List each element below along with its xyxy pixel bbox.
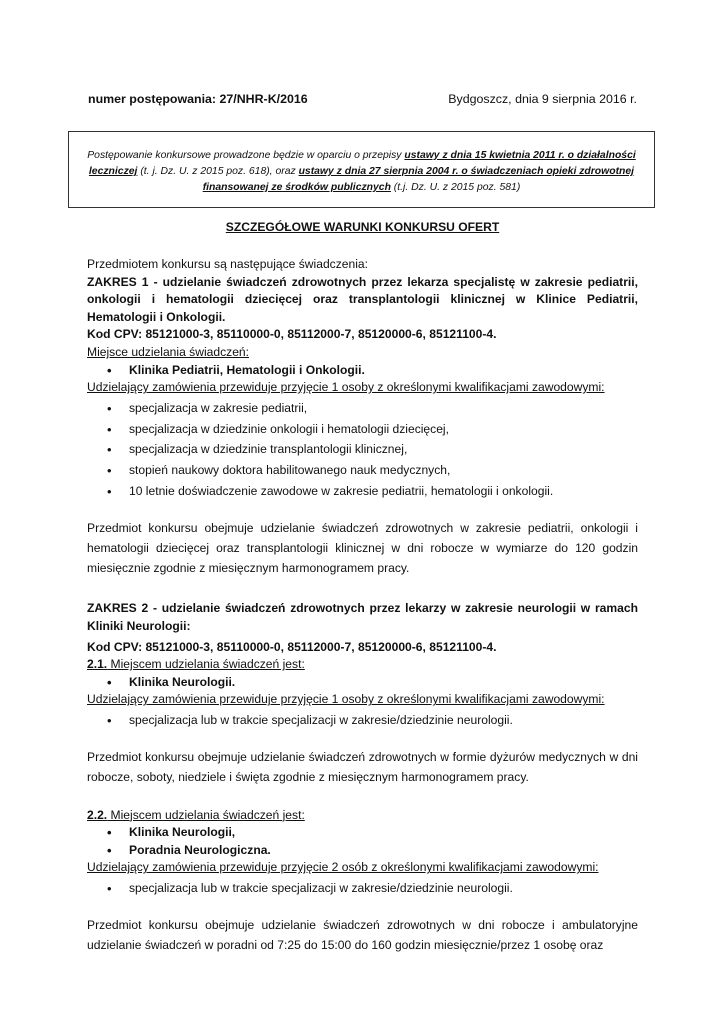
section-2-1-qual-list	[87, 712, 638, 730]
document-title: SZCZEGÓŁOWE WARUNKI KONKURSU OFERT	[225, 220, 500, 234]
zakres-1-qual-list	[87, 400, 638, 501]
zakres-1-heading: ZAKRES 1 - udzielanie świadczeń zdrowotnych przez lekarza specjalistę w zakresie pediatrii, onkologii i hematologii dziecięcej oraz transplantologii klinicznej w Klinice Pediatrii, Hematologii i Onkologii.	[87, 274, 638, 324]
section-2-2-place-list	[87, 824, 638, 859]
list-item: • specjalizacja w zakresie pediatrii,	[87, 400, 638, 418]
list-item: • stopień naukowy doktora habilitowanego nauk medycznych,	[87, 462, 638, 480]
section-number: 2.2.	[87, 807, 108, 822]
list-item: • Klinika Pediatrii, Hematologii i Onkologii.	[87, 362, 638, 380]
section-number: 2.1.	[87, 657, 108, 672]
case-number: numer postępowania: 27/NHR-K/2016	[88, 92, 308, 106]
list-item: • specjalizacja lub w trakcie specjalizacji w zakresie/dziedzinie neurologii.	[87, 712, 638, 730]
zakres-1-scope: Przedmiot konkursu obejmuje udzielanie świadczeń zdrowotnych w zakresie pediatrii, onkologii i hematologii dziecięcej oraz transplantologii klinicznej w dni robocze w wymiarze do 120 godzin miesięcznie zgodnie z miesięcznym harmonogramem pracy.	[87, 521, 638, 576]
list-item: • Klinika Neurologii.	[87, 674, 638, 692]
list-item: • 10 letnie doświadczenie zawodowe w zakresie pediatrii, hematologii i onkologii.	[87, 483, 638, 501]
zakres-2-cpv: Kod CPV: 85121000-3, 85110000-0, 85112000-7, 85120000-6, 85121100-4.	[87, 639, 497, 654]
list-item: • Klinika Neurologii,	[87, 824, 638, 842]
intro-text: Przedmiotem konkursu są następujące świadczenia:	[87, 257, 368, 271]
section-2-1-qual-label: Udzielający zamówienia przewiduje przyjęcie 1 osoby z określonymi kwalifikacjami zawodowymi:	[87, 692, 605, 707]
section-2-1-place-list	[87, 674, 638, 692]
list-item: • specjalizacja w dziedzinie transplantologii klinicznej,	[87, 441, 638, 459]
section-2-2-scope: Przedmiot konkursu obejmuje udzielanie świadczeń zdrowotnych w dni robocze i ambulatoryjne udzielanie świadczeń w poradni od 7:25 do 15:00 do 160 godzin miesięcznie/przez 1 osobę oraz	[87, 917, 638, 952]
section-2-2-label	[87, 807, 638, 825]
note-text-3: (t.j. Dz. U. z 2015 poz. 581)	[390, 182, 521, 193]
section-2-1-scope: Przedmiot konkursu obejmuje udzielanie świadczeń zdrowotnych w formie dyżurów medycznych w dni robocze, soboty, niedziele i święta zgodnie z miesięcznym harmonogramem pracy.	[87, 749, 638, 784]
section-2-1-label	[87, 656, 638, 674]
section-label: Miejscem udzielania świadczeń jest:	[107, 807, 305, 822]
list-item: • specjalizacja w dziedzinie onkologii i hematologii dziecięcej,	[87, 421, 638, 439]
act-1-link: ustawy z dnia 15 kwietnia 2011 r. o działalności leczniczej	[88, 150, 636, 177]
place-date: Bydgoszcz, dnia 9 sierpnia 2016 r.	[448, 92, 637, 106]
zakres-1-place-label: Miejsce udzielania świadczeń:	[87, 344, 250, 359]
legal-basis-note	[68, 131, 655, 208]
section-2-2-qual-label: Udzielający zamówienia przewiduje przyjęcie 2 osób z określonymi kwalifikacjami zawodowymi:	[87, 860, 599, 875]
zakres-1-qual-label: Udzielający zamówienia przewiduje przyjęcie 1 osoby z określonymi kwalifikacjami zawodowymi:	[87, 380, 605, 395]
section-2-2-qual-list	[87, 880, 638, 898]
note-text-2: (t. j. Dz. U. z 2015 poz. 618), oraz	[137, 166, 299, 177]
zakres-1-place-list	[87, 362, 638, 380]
zakres-2-heading: ZAKRES 2 - udzielanie świadczeń zdrowotnych przez lekarzy w zakresie neurologii w ramach Kliniki Neurologii:	[87, 601, 638, 634]
act-2-link: ustawy z dnia 27 sierpnia 2004 r. o świadczeniach opieki zdrowotnej finansowanej ze środków publicznych	[202, 166, 635, 193]
zakres-1-cpv: Kod CPV: 85121000-3, 85110000-0, 85112000-7, 85120000-6, 85121100-4.	[87, 327, 497, 342]
note-text-1: Postępowanie konkursowe prowadzone będzie w oparciu o przepisy	[87, 150, 405, 161]
document-body	[87, 256, 638, 955]
section-label: Miejscem udzielania świadczeń jest:	[107, 657, 305, 672]
list-item: • specjalizacja lub w trakcie specjalizacji w zakresie/dziedzinie neurologii.	[87, 880, 638, 898]
list-item: • Poradnia Neurologiczna.	[87, 842, 638, 860]
